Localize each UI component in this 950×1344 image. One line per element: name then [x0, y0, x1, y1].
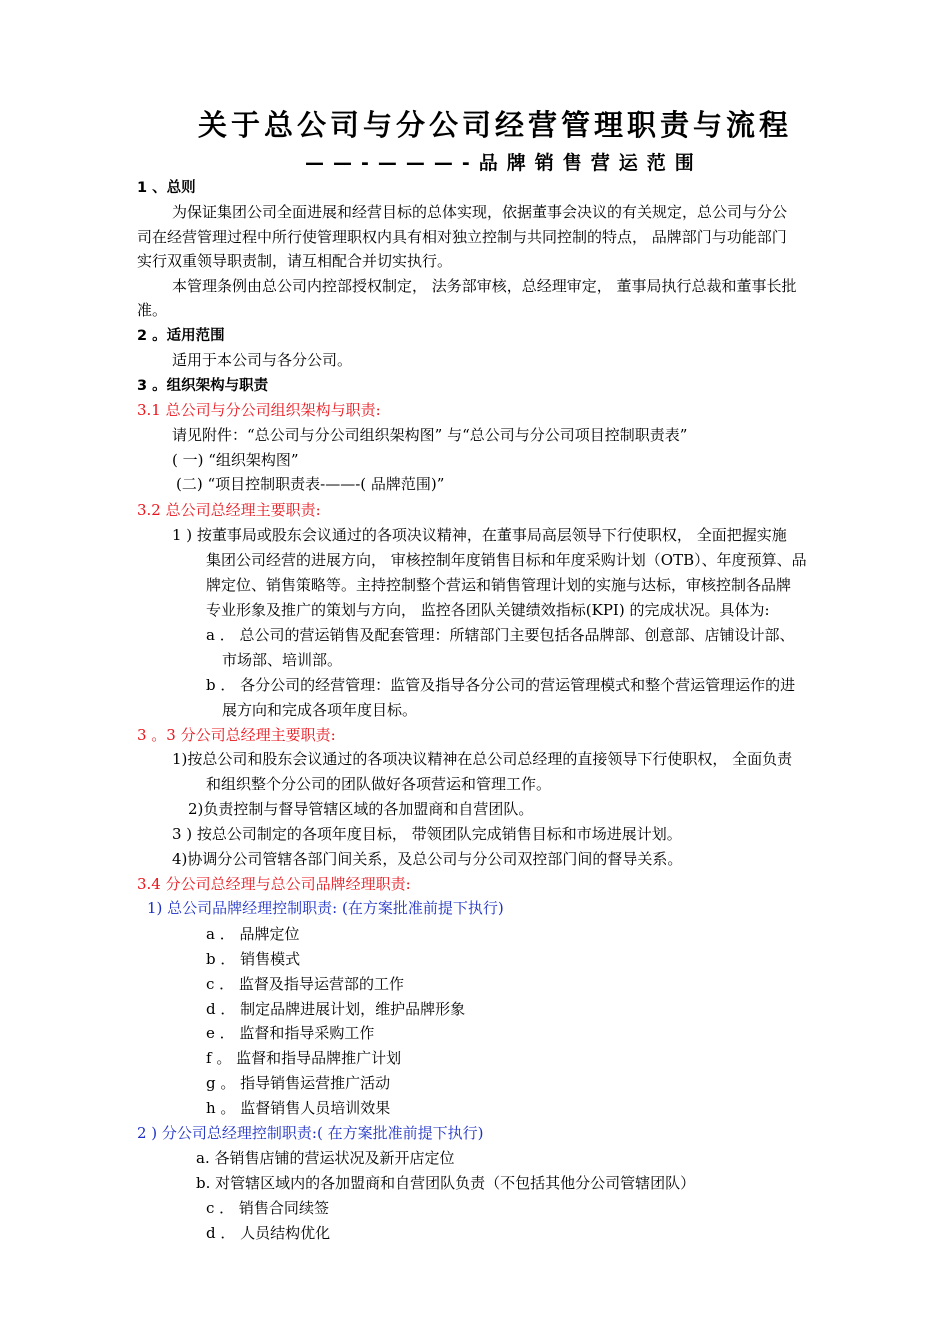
section-2-text: 适用于本公司与各分公司。 [172, 351, 353, 369]
list-item: a ． 品牌定位 [206, 925, 300, 943]
section-3-2-subitem-line: b ． 各分公司的经营管理：监管及指导各分公司的营运管理模式和整个营运管理运作的进 [206, 676, 796, 694]
section-3-1-line: 请见附件：“总公司与分公司组织架构图” 与“总公司与分公司项目控制职责表” [172, 426, 688, 444]
section-3-3-item: 2)负责控制与督导管辖区域的各加盟商和自营团队。 [188, 800, 534, 818]
section-3-3-item: 3 ) 按总公司制定的各项年度目标， 带领团队完成销售目标和市场进展计划。 [172, 825, 682, 843]
section-3-4-heading: 3.4 分公司总经理与总公司品牌经理职责: [137, 875, 411, 893]
list-item: d ． 人员结构优化 [206, 1224, 331, 1242]
section-3-4-1-heading: 1) 总公司品牌经理控制职责: (在方案批准前提下执行) [147, 899, 504, 917]
section-3-2-subitem-line: 市场部、培训部。 [222, 651, 343, 669]
section-3-2-item-line: 牌定位、销售策略等。主持控制整个营运和销售管理计划的实施与达标，审核控制各品牌 [206, 576, 792, 594]
list-item: b. 对管辖区域内的各加盟商和自营团队负责（不包括其他分公司管辖团队） [196, 1174, 696, 1192]
section-3-2-subitem-line: a ． 总公司的营运销售及配套管理：所辖部门主要包括各品牌部、创意部、店铺设计部、 [206, 626, 795, 644]
section-3-2-item-line: 1 ) 按董事局或股东会议通过的各项决议精神，在董事局高层领导下行使职权， 全面把握实施 [172, 526, 787, 544]
list-item: b ． 销售模式 [206, 950, 301, 968]
section-1-paragraph-line: 准。 [137, 301, 168, 319]
section-3-heading: 3 。组织架构与职责 [137, 378, 269, 394]
document-title: 关于总公司与分公司经营管理职责与流程 [197, 108, 792, 142]
section-3-2-item-line: 专业形象及推广的策划与方向， 监控各团队关键绩效指标(KPI) 的完成状况。具体为: [206, 601, 770, 619]
section-3-3-heading: 3 。3 分公司总经理主要职责: [137, 726, 336, 744]
section-1-paragraph-line: 为保证集团公司全面进展和经营目标的总体实现，依据董事会决议的有关规定，总公司与分公 [172, 203, 788, 221]
list-item: g 。 指导销售运营推广活动 [206, 1074, 391, 1092]
section-3-2-item-line: 集团公司经营的进展方向， 审核控制年度销售目标和年度采购计划（OTB）、年度预算、品 [206, 551, 807, 569]
section-3-1-line: ( 一) “组织架构图” [172, 451, 299, 469]
section-3-3-item-line: 1)按总公司和股东会议通过的各项决议精神在总公司总经理的直接领导下行使职权， 全面负责 [172, 750, 793, 768]
section-3-3-item-line: 和组织整个分公司的团队做好各项营运和管理工作。 [206, 775, 552, 793]
section-1-heading: 1 、总则 [137, 180, 196, 196]
section-3-1-heading: 3.1 总公司与分公司组织架构与职责: [137, 401, 381, 419]
section-3-4-2-heading: 2 ) 分公司总经理控制职责:( 在方案批准前提下执行) [137, 1124, 484, 1142]
list-item: a. 各销售店铺的营运状况及新开店定位 [196, 1149, 455, 1167]
list-item: e ． 监督和指导采购工作 [206, 1024, 375, 1042]
document-subtitle: ——-———-品牌销售营运范围 [305, 152, 703, 174]
section-3-1-line: (二) “项目控制职责表-——-( 品牌范围)” [176, 475, 445, 493]
section-2-heading: 2 。适用范围 [137, 328, 225, 344]
list-item: f 。 监督和指导品牌推广计划 [206, 1049, 402, 1067]
section-3-3-item: 4)协调分公司管辖各部门间关系，及总公司与分公司双控部门间的督导关系。 [172, 850, 683, 868]
list-item: c ． 监督及指导运营部的工作 [206, 975, 404, 993]
section-3-2-heading: 3.2 总公司总经理主要职责: [137, 501, 321, 519]
section-1-paragraph-line: 司在经营管理过程中所行使管理职权内具有相对独立控制与共同控制的特点， 品牌部门与功能部门 [137, 228, 787, 246]
section-1-paragraph-line: 实行双重领导职责制，请互相配合并切实执行。 [137, 252, 453, 270]
list-item: c ． 销售合同续签 [206, 1199, 329, 1217]
list-item: d ． 制定品牌进展计划，维护品牌形象 [206, 1000, 466, 1018]
section-3-2-subitem-line: 展方向和完成各项年度目标。 [222, 701, 418, 719]
list-item: h 。 监督销售人员培训效果 [206, 1099, 391, 1117]
section-1-paragraph-line: 本管理条例由总公司内控部授权制定， 法务部审核，总经理审定， 董事局执行总裁和董事长批 [172, 277, 797, 295]
